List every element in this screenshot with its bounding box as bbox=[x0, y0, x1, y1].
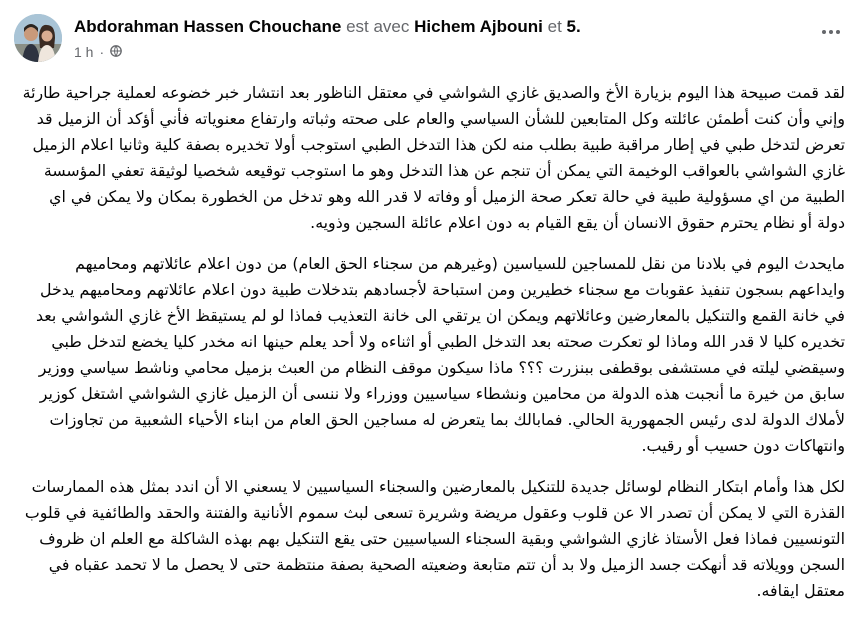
more-dot-icon bbox=[836, 30, 840, 34]
post-body bbox=[22, 80, 845, 619]
period: . bbox=[576, 17, 581, 36]
post-paragraph-1: لقد قمت صبيحة هذا اليوم بزيارة الأخ والصديق غازي الشواشي في معتقل الناظور بعد انتشار خبر خضوعه لعملية جراحية طارئة وإني وأن كنت أطمئن عائلته وكل المتابعين للشأن السياسي والعام على صحته وثباته وارتفاع معنوياته فأني أؤكد أن الزميل قد تعرض لتدخل طبي في إطار مراقبة طبية بطلب منه لكن هذا التدخل الطبي استوجب أولا تخديره بصفة كلية وثانيا اعلام الزميل غازي الشواشي بالعواقب الوخيمة التي يمكن أن تنجم عن هذا التدخل وهو ما استوجب توقيعه شخصيا لوثيقة تعفي المؤسسة الطبية من اي مسؤولية طبية في حالة تعكر صحة الزميل أو وفاته لا قدر الله وهو تدخل من الخطورة بمكان ولا يمكن في اي دولة أو نظام يحترم حقوق الانسان أن يقع القيام به دون اعلام عائلة السجين وذويه. bbox=[22, 83, 845, 232]
separator-dot: · bbox=[99, 44, 105, 60]
post-paragraph-3: لكل هذا وأمام ابتكار النظام لوسائل جديدة للتنكيل بالمعارضين والسجناء السياسيين لا يسعني الا أن اندد بمثل هذه الممارسات القذرة التي لا يمكن أن تصدر الا عن قلوب وعقول مريضة وشريرة تسعى لبث سموم الأنانية والفتنة والحقد والطائفية في قلوب التونسيين فماذا فعل الأستاذ غازي الشواشي وبقية السجناء السياسيين حتى يقع التنكيل بهم بهذه الشاكلة مع العلم ان ظروف السجن وويلاته قد أنهكت جسد الزميل ولا بد أن تتم متابعة وضعيته الصحية بصفة منتظمة حتى لا يحصل ما لا تحمد عقباه في معتقل ايقافه. bbox=[24, 477, 845, 600]
author-avatar[interactable] bbox=[14, 14, 62, 62]
more-dot-icon bbox=[822, 30, 826, 34]
more-dot-icon bbox=[829, 30, 833, 34]
post-time-link[interactable]: 1 h bbox=[74, 44, 94, 60]
others-count-link[interactable]: 5 bbox=[566, 17, 576, 36]
post-author-line bbox=[74, 17, 581, 37]
post-header bbox=[14, 14, 853, 66]
and-text: et bbox=[547, 17, 562, 36]
with-text: est avec bbox=[346, 17, 410, 36]
author-name-link[interactable]: Abdorahman Hassen Chouchane bbox=[74, 17, 342, 36]
post-meta bbox=[74, 44, 122, 60]
tagged-person-link[interactable]: Hichem Ajbouni bbox=[414, 17, 543, 36]
more-options-button[interactable] bbox=[817, 22, 845, 42]
globe-icon[interactable] bbox=[110, 44, 122, 60]
post-paragraph-2: مايحدث اليوم في بلادنا من نقل للمساجين للسياسين (وغيرهم من سجناء الحق العام) من دون اعلام عائلاتهم ومحاميهم وايداعهم بسجون تنفيذ عقوبات مع سجناء خطيرين ومن استباحة لأجسادهم بتدخلات طبية دون اعلام عائلاتهم ومحاميهم يدخل في خانة القمع والتنكيل بالمعارضين وعائلاتهم ويمكن ان يرتقي الى خانة التعذيب فماذا لو لم يستيقظ الأخ غازي الشواشي بعد تخديره كليا لا قدر الله وماذا لو تعكرت صحته بعد التدخل الطبي أو اثناءه ولا أحد يعلم حينها انه مخدر كليا يخضع لتدخل طبي وسيقضي ليلته في مستشفى بوقطفى ببنزرت ؟؟؟ ماذا سيكون موقف النظام من العبث بزميل محامي وناشط سياسي ووزير سابق من خيرة ما أنجبت هذه الدولة من محامين ونشطاء سياسيين ووزراء ولا ننسى أن الزميل غازي الشواشي اشتغل كوزير لأملاك الدولة لدى رئيس الجمهورية الحالي. فمابالك بما يتعرض له مساجين الحق العام من ابناء الأحياء الشعبية من تجاوزات وانتهاكات دون حسيب أو رقيب. bbox=[35, 254, 845, 455]
